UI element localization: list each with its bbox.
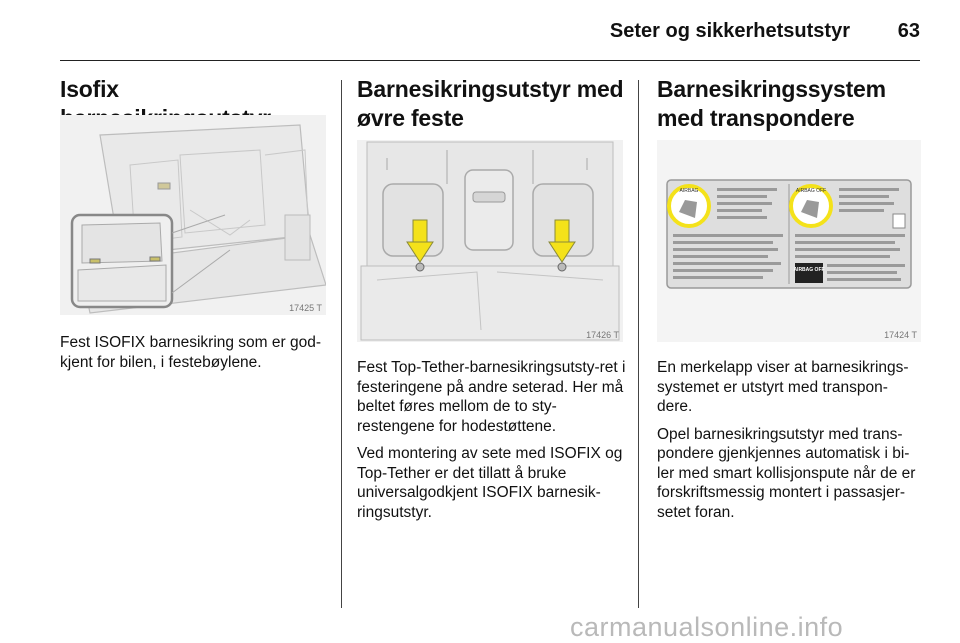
column-divider [638, 80, 639, 608]
paragraph: Ved montering av sete med ISOFIX og Top-Tether er det tillatt å bruke universalgodkjent ISOFIX barnesik-ringsutstyr. [357, 445, 623, 521]
isofix-seat-illustration [60, 115, 326, 315]
top-tether-illustration [357, 140, 623, 342]
section-heading: Isofix [60, 76, 119, 102]
page-number: 63 [897, 20, 920, 42]
column-transponder [657, 75, 927, 133]
figure-code: 17425 T [289, 303, 322, 313]
airbag-off-badge: AIRBAG OFF [793, 267, 825, 273]
figure-code: 17426 T [586, 330, 619, 340]
paragraph: Fest Top-Tether-barnesikringsutsty-ret i festeringene på andre seterad. Her må beltet føres mellom de to sty-restengene for hodestøttene. [357, 359, 626, 435]
page-header [60, 0, 920, 61]
section-heading: Barnesikringsutstyr med øvre feste [357, 76, 624, 131]
section-heading: Barnesikringssystem med transpondere [657, 76, 886, 131]
paragraph: En merkelapp viser at barnesikrings-systemet er utstyrt med transpon-dere. [657, 359, 909, 415]
column-top-tether [357, 75, 627, 133]
body-text [357, 358, 627, 530]
watermark: carmanualsonline.info [570, 612, 844, 642]
transponder-label-illustration [657, 140, 921, 342]
paragraph: Fest ISOFIX barnesikring som er god-kjent for bilen, i festebøylene. [60, 334, 322, 371]
figure-code: 17424 T [884, 330, 917, 340]
airbag-on-label: AIRBAG [679, 188, 699, 194]
section-title: Seter og sikkerhetsutstyr [609, 20, 850, 42]
paragraph: Opel barnesikringsutstyr med trans-pondere gjenkjennes automatisk i bi-ler med smart kollisjonspute når de er forskriftsmessig montert i passasjer-setet foran. [657, 425, 916, 521]
body-text [657, 358, 923, 530]
airbag-off-label: AIRBAG OFF [795, 188, 827, 194]
body-text [60, 333, 330, 380]
column-divider [341, 80, 342, 608]
